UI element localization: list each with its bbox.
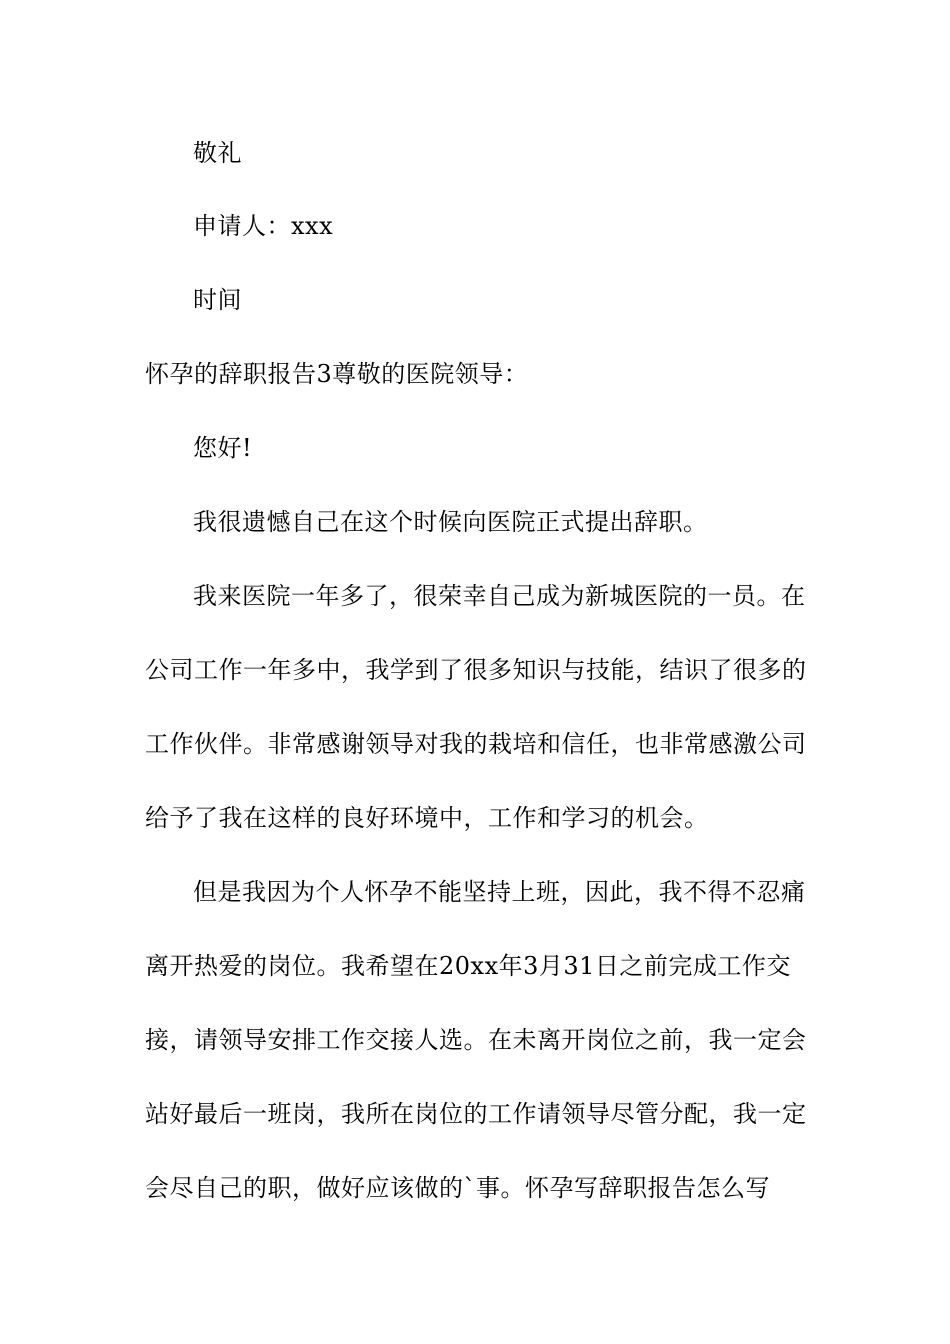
body-line: 离开热爱的岗位。我希望在20xx年3月31日之前完成工作交	[145, 952, 791, 980]
heading-line: 怀孕的辞职报告3尊敬的医院领导：	[145, 360, 529, 388]
body-line: 会尽自己的职，做好应该做的`事。怀孕写辞职报告怎么写	[145, 1174, 770, 1202]
closing-line: 敬礼	[193, 139, 242, 167]
applicant-line: 申请人：xxx	[193, 212, 334, 240]
body-line: 工作伙伴。非常感谢领导对我的栽培和信任，也非常感激公司	[145, 730, 807, 758]
date-line: 时间	[193, 286, 242, 314]
body-line: 公司工作一年多中，我学到了很多知识与技能，结识了很多的	[145, 656, 807, 684]
body-line: 我来医院一年多了，很荣幸自己成为新城医院的一员。在	[193, 582, 806, 610]
greeting-line: 您好!	[193, 434, 253, 462]
body-line: 站好最后一班岗，我所在岗位的工作请领导尽管分配，我一定	[145, 1100, 807, 1128]
body-line: 我很遗憾自己在这个时候向医院正式提出辞职。	[193, 508, 708, 536]
body-line: 接，请领导安排工作交接人选。在未离开岗位之前，我一定会	[145, 1026, 807, 1054]
body-line: 给予了我在这样的良好环境中，工作和学习的机会。	[145, 804, 709, 832]
body-line: 但是我因为个人怀孕不能坚持上班，因此，我不得不忍痛	[193, 878, 806, 906]
